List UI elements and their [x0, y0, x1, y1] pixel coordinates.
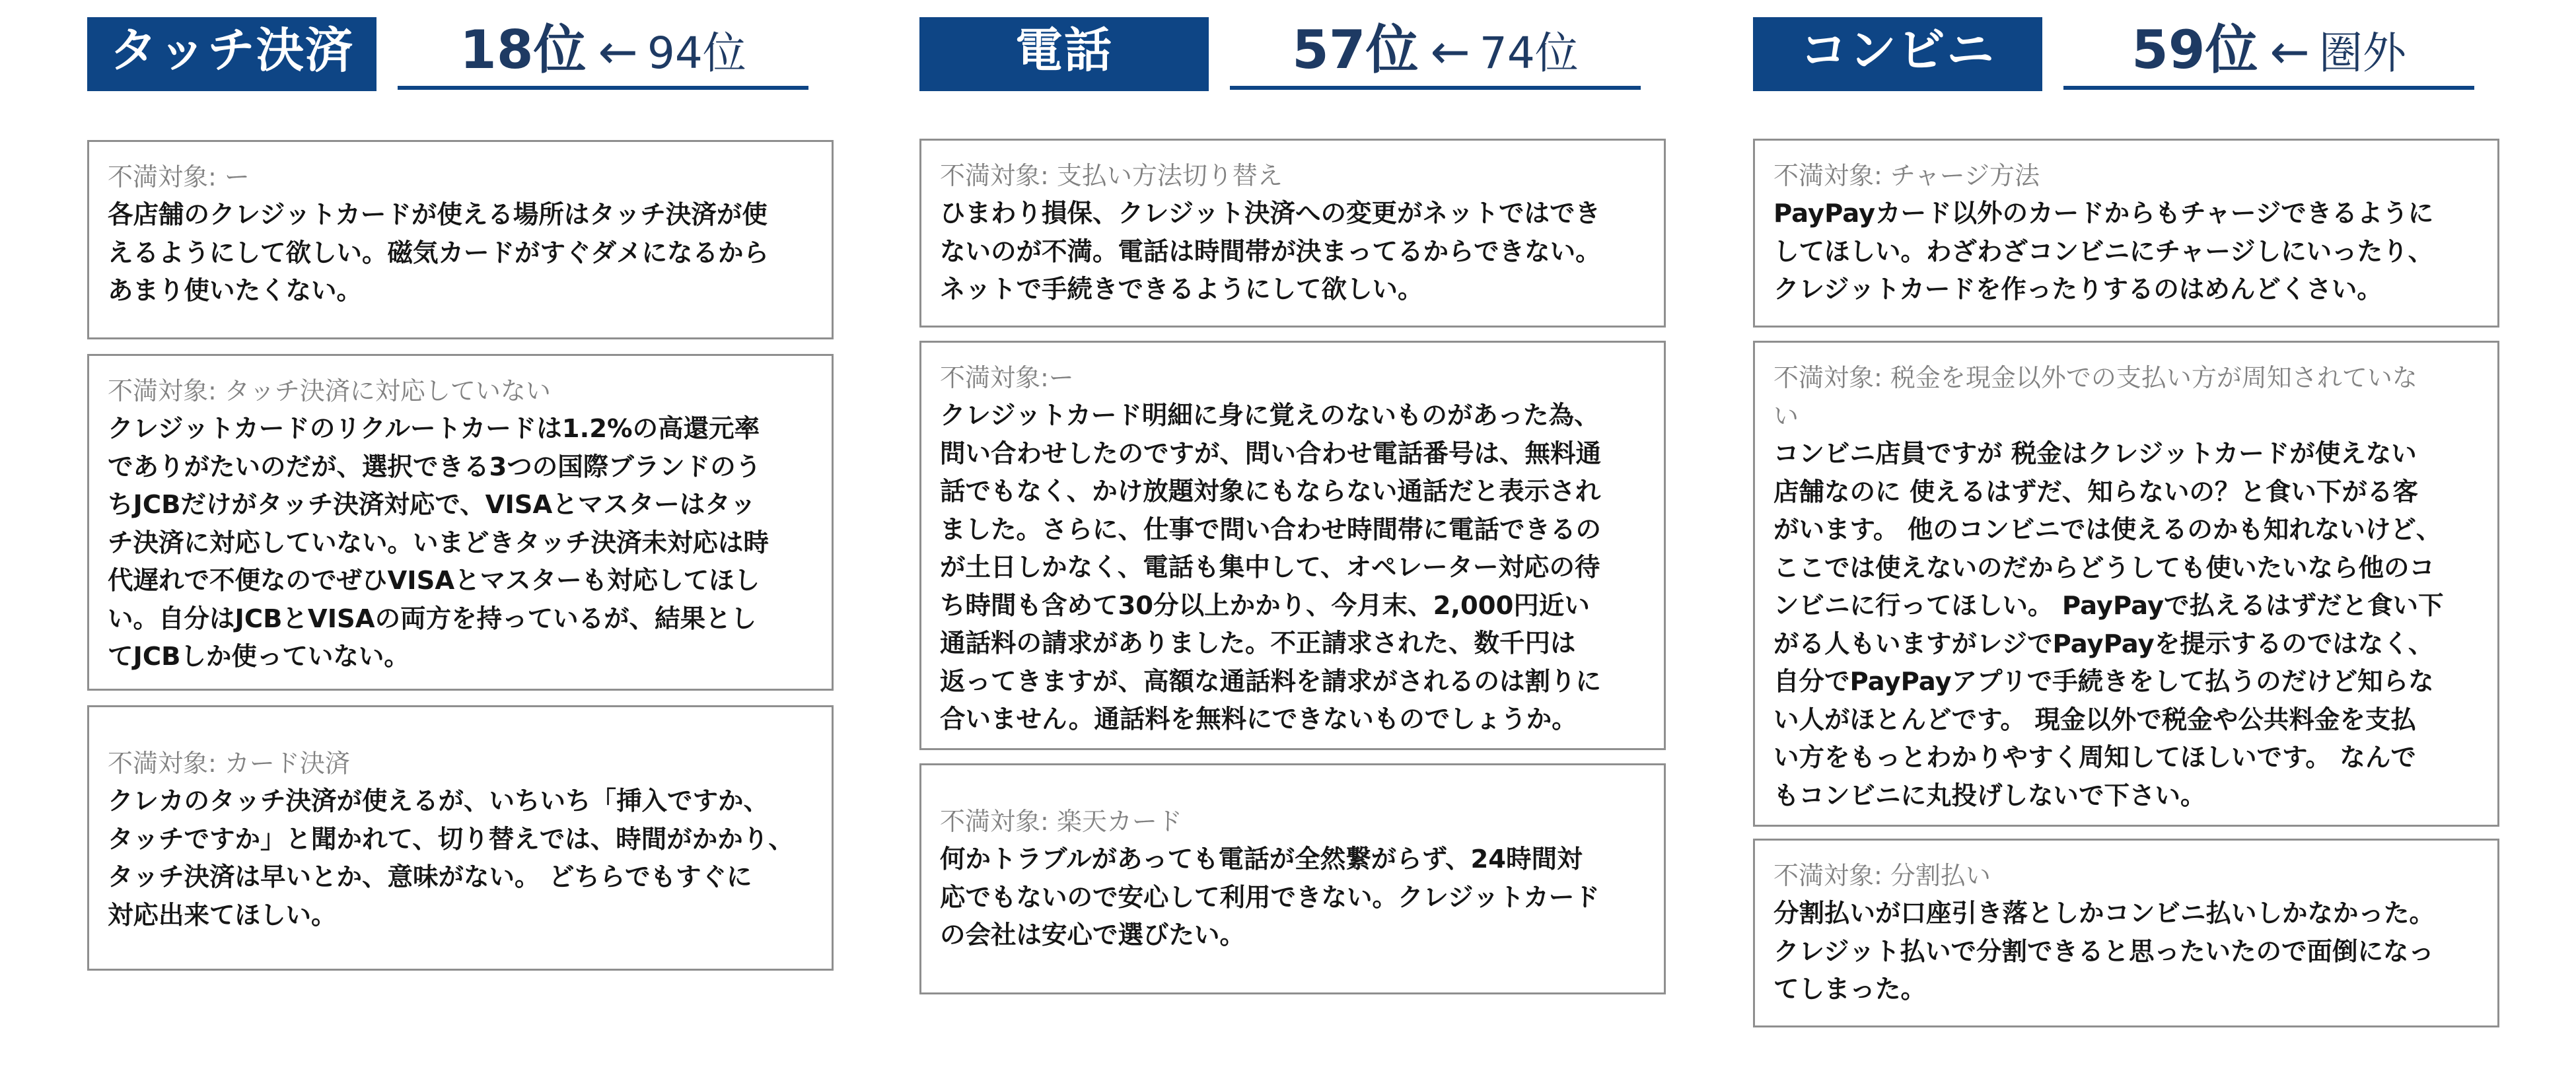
complaint-line: 合いません。通話料を無料にできないものでしょうか。: [940, 705, 1577, 734]
complaint-card: [87, 705, 834, 971]
complaint-card: [1753, 139, 2499, 328]
column-header: [87, 17, 834, 91]
complaint-target-label: 不満対象:ー: [940, 363, 1074, 392]
previous-rank: 圏外: [2318, 28, 2406, 79]
complaint-line: い。自分はJCBとVISAの両方を持っているが、結果とし: [108, 604, 757, 634]
complaint-target-label: 不満対象: タッチ決済に対応していない: [108, 376, 551, 405]
complaint-line: クレカのタッチ決済が使えるが、いちいち「挿入ですか、: [108, 786, 769, 816]
complaint-line: もコンビニに丸投げしないで下さい。: [1773, 780, 2206, 811]
complaint-line: 返ってきますが、高額な通話料を請求がされるのは割りに: [940, 666, 1602, 697]
complaint-line: えるようにして欲しい。磁気カードがすぐダメになるから: [108, 238, 769, 268]
complaint-line: 応でもないので安心して利用できない。クレジットカード: [940, 882, 1600, 913]
complaint-card: [87, 140, 834, 339]
complaint-line: がる人もいますがレジでPayPayを提示するのではなく、: [1773, 629, 2434, 659]
complaint-text: [108, 782, 813, 934]
complaint-line: てしまった。: [1773, 975, 1927, 1004]
complaint-line: ちJCBだけがタッチ決済対応で、VISAとマスターはタッ: [108, 490, 756, 520]
complaint-line: 問い合わせしたのですが、問い合わせ電話番号は、無料通: [940, 438, 1602, 469]
previous-rank: 74位: [1479, 28, 1579, 79]
column-header: [919, 17, 1666, 91]
complaint-line: 通話料の請求がありました。不正請求された、数千円は: [940, 629, 1576, 658]
rank-change: [1230, 17, 1641, 90]
complaint-line: タッチですか」と聞かれて、切り替えでは、時間がかかり、: [108, 824, 794, 854]
complaint-target-label: 不満対象: 分割払い: [1773, 861, 1991, 890]
complaint-line: タッチ決済は早いとか、意味がない。 どちらでもすぐに: [108, 862, 752, 892]
complaint-card: [87, 354, 834, 691]
rank-change: [2063, 17, 2474, 90]
complaint-line: してほしい。わざわざコンビニにチャージしにいったり、: [1773, 236, 2434, 267]
complaint-line: クレジット払いで分割できると思ったいたので面倒になっ: [1773, 936, 2435, 967]
complaint-target-label: 不満対象: ー: [108, 162, 250, 191]
complaint-line: チ決済に対応していない。いまどきタッチ決済未対応は時: [108, 528, 769, 558]
complaint-line: クレジットカードを作ったりするのはめんどくさい。: [1773, 275, 2382, 304]
complaint-card: [1753, 839, 2499, 1027]
complaint-line: がいます。 他のコンビニでは使えるのかも知れないけど、: [1773, 515, 2442, 545]
complaint-card: [919, 341, 1666, 750]
complaint-line: の会社は安心で選びたい。: [940, 920, 1246, 950]
complaint-target-label: 不満対象: 支払い方法切り替え: [940, 161, 1283, 190]
complaint-line: が土日しかなく、電話も集中して、オペレーター対応の待: [940, 553, 1600, 582]
complaint-line: クレジットカードのリクルートカードは1.2%の高還元率: [108, 414, 760, 444]
complaint-line: ネットで手続きできるようにして欲しい。: [940, 275, 1423, 304]
complaint-card: [1753, 341, 2499, 827]
current-rank: 57位: [1292, 19, 1419, 81]
complaint-card: [919, 763, 1666, 994]
complaint-line: 話でもなく、かけ放題対象にもならない通話だと表示され: [940, 477, 1601, 506]
complaint-target-label: 不満対象: カード決済: [108, 749, 350, 778]
complaint-line: ち時間も含めて30分以上かかり、今月末、2,000円近い: [940, 590, 1590, 621]
complaint-target-label: 不満対象: 楽天カード: [940, 807, 1182, 836]
current-rank: 18位: [460, 19, 587, 81]
rank-change: [398, 17, 808, 90]
complaint-text: [108, 410, 813, 676]
complaint-text: [940, 195, 1645, 309]
category-label: 電話: [919, 17, 1209, 91]
complaint-line: ました。さらに、仕事で問い合わせ時間帯に電話できるの: [940, 514, 1602, 545]
complaint-target-label: 不満対象: 税金を現金以外での支払い方が周知されていな い: [1773, 363, 2417, 431]
complaint-line: 分割払いが口座引き落としかコンビニ払いしかなかった。: [1773, 899, 2435, 928]
complaint-line: 代遅れで不便なのでぜひVISAとマスターも対応してほし: [108, 566, 760, 596]
category-label: コンビニ: [1753, 17, 2042, 91]
complaint-line: ひまわり損保、クレジット決済への変更がネットではでき: [940, 199, 1601, 228]
complaint-text: [940, 841, 1645, 955]
complaint-line: クレジットカード明細に身に覚えのないものがあった為、: [940, 401, 1600, 431]
complaint-line: てJCBしか使っていない。: [108, 642, 410, 672]
complaint-text: [1773, 435, 2479, 815]
column-header: [1753, 17, 2499, 91]
rank-arrow: ←: [2270, 24, 2310, 79]
complaint-line: コンビニ店員ですが 税金はクレジットカードが使えない: [1773, 439, 2417, 469]
category-label: タッチ決済: [87, 17, 376, 91]
complaint-line: 対応出来てほしい。: [108, 900, 337, 930]
complaint-line: PayPayカード以外のカードからもチャージできるように: [1773, 199, 2434, 228]
complaint-text: [108, 196, 813, 310]
current-rank: 59位: [2131, 19, 2258, 81]
complaint-text: [940, 397, 1645, 739]
complaint-line: ないのが不満。電話は時間帯が決まってるからできない。: [940, 236, 1601, 267]
complaint-line: あまり使いたくない。: [108, 276, 363, 306]
rank-arrow: ←: [1430, 24, 1470, 79]
complaint-line: 各店舗のクレジットカードが使える場所はタッチ決済が使: [108, 200, 768, 230]
complaint-line: 店舗なのに 使えるはずだ、知らないの？と食い下がる客: [1773, 477, 2418, 507]
complaint-target-label: 不満対象: チャージ方法: [1773, 161, 2040, 190]
complaint-line: 何かトラブルがあっても電話が全然繋がらず、24時間対: [940, 845, 1583, 874]
rank-arrow: ←: [598, 24, 638, 79]
complaint-text: [1773, 195, 2479, 309]
complaint-line: でありがたいのだが、選択できる3つの国際ブランドのう: [108, 452, 762, 482]
complaint-line: 自分でPayPayアプリで手続きをして払うのだけど知らな: [1773, 667, 2434, 697]
complaint-text: [1773, 895, 2479, 1009]
complaint-line: い方をもっとわかりやすく周知してほしいです。 なんで: [1773, 743, 2416, 773]
complaint-line: い人がほとんどです。 現金以外で税金や公共料金を支払: [1773, 705, 2416, 735]
complaint-line: ンビニに行ってほしい。 PayPayで払えるはずだと食い下: [1773, 591, 2444, 621]
complaint-line: ここでは使えないのだからどうしても使いたいなら他のコ: [1773, 553, 2435, 583]
complaint-card: [919, 139, 1666, 328]
previous-rank: 94位: [647, 28, 746, 79]
